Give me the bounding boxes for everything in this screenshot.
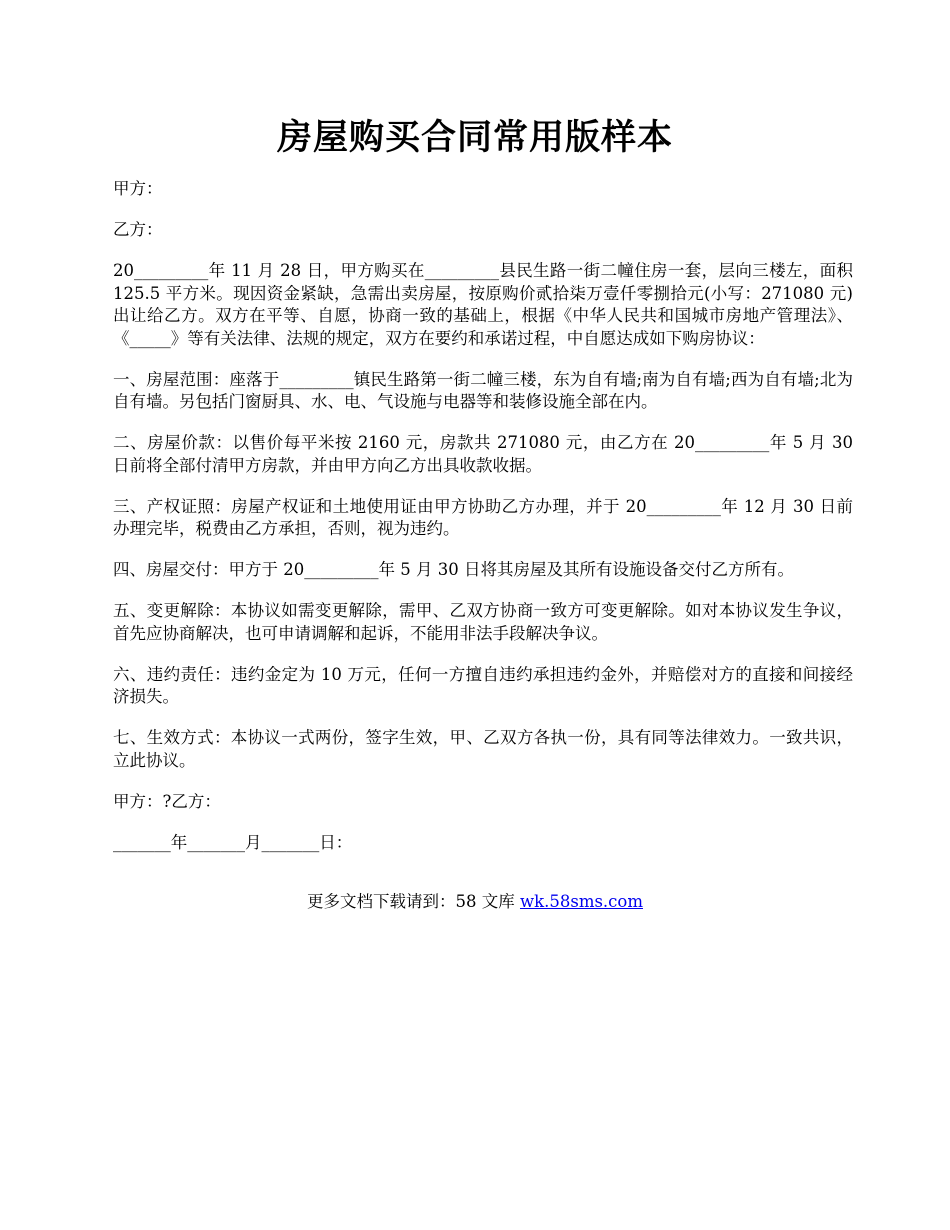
clause-2-price: 二、房屋价款：以售价每平米按 2160 元，房款共 271080 元，由乙方在 20_________年 5 月 30 日前将全部付清甲方房款，并由甲方向乙方出具收款收据。 xyxy=(113,433,853,475)
signature-line: 甲方：?乙方： xyxy=(113,791,221,811)
preamble-paragraph: 20_________年 11 月 28 日，甲方购买在_________县民生路一街二幢住房一套，层向三楼左，面积 125.5 平方米。现因资金紧缺，急需出卖房屋，按原购价贰拾柒万壹仟零捌拾元(小写：271080 元)出让给乙方。双方在平等、自愿，协商一致的基础上，根据《中华人民共和国城市房地产管理法》、《_____》等有关法律、法规的规定，双方在要约和承诺过程，中自愿达成如下购房协议： xyxy=(113,261,853,348)
clause-3-title-certificates: 三、产权证照：房屋产权证和土地使用证由甲方协助乙方办理，并于 20_________年 12 月 30 日前办理完毕，税费由乙方承担，否则，视为违约。 xyxy=(113,496,853,538)
date-line: _______年_______月_______日： xyxy=(113,832,353,852)
footer-text: 更多文档下载请到：58 文库 xyxy=(306,892,520,911)
clause-7-effect: 七、生效方式：本协议一式两份，签字生效，甲、乙双方各执一份，具有同等法律效力。一致共识，立此协议。 xyxy=(113,728,853,770)
party-a-line: 甲方： xyxy=(113,179,163,198)
download-footer xyxy=(0,890,950,914)
document-title: 房屋购买合同常用版样本 xyxy=(276,117,673,158)
party-b-line: 乙方： xyxy=(113,220,163,239)
footer-link[interactable]: wk.58sms.com xyxy=(519,892,643,911)
document-body xyxy=(113,178,853,873)
clause-1-house-scope: 一、房屋范围：座落于_________镇民生路第一街二幢三楼，东为自有墙;南为自有墙;西为自有墙;北为自有墙。另包括门窗厨具、水、电、气设施与电器等和装修设施全部在内。 xyxy=(113,369,853,411)
clause-4-delivery: 四、房屋交付：甲方于 20_________年 5 月 30 日将其房屋及其所有设施设备交付乙方所有。 xyxy=(113,560,794,579)
clause-5-modification: 五、变更解除：本协议如需变更解除，需甲、乙双方协商一致方可变更解除。如对本协议发生争议，首先应协商解决，也可申请调解和起诉，不能用非法手段解决争议。 xyxy=(113,601,853,643)
clause-6-liability: 六、违约责任：违约金定为 10 万元，任何一方擅自违约承担违约金外，并赔偿对方的直接和间接经济损失。 xyxy=(113,664,853,706)
